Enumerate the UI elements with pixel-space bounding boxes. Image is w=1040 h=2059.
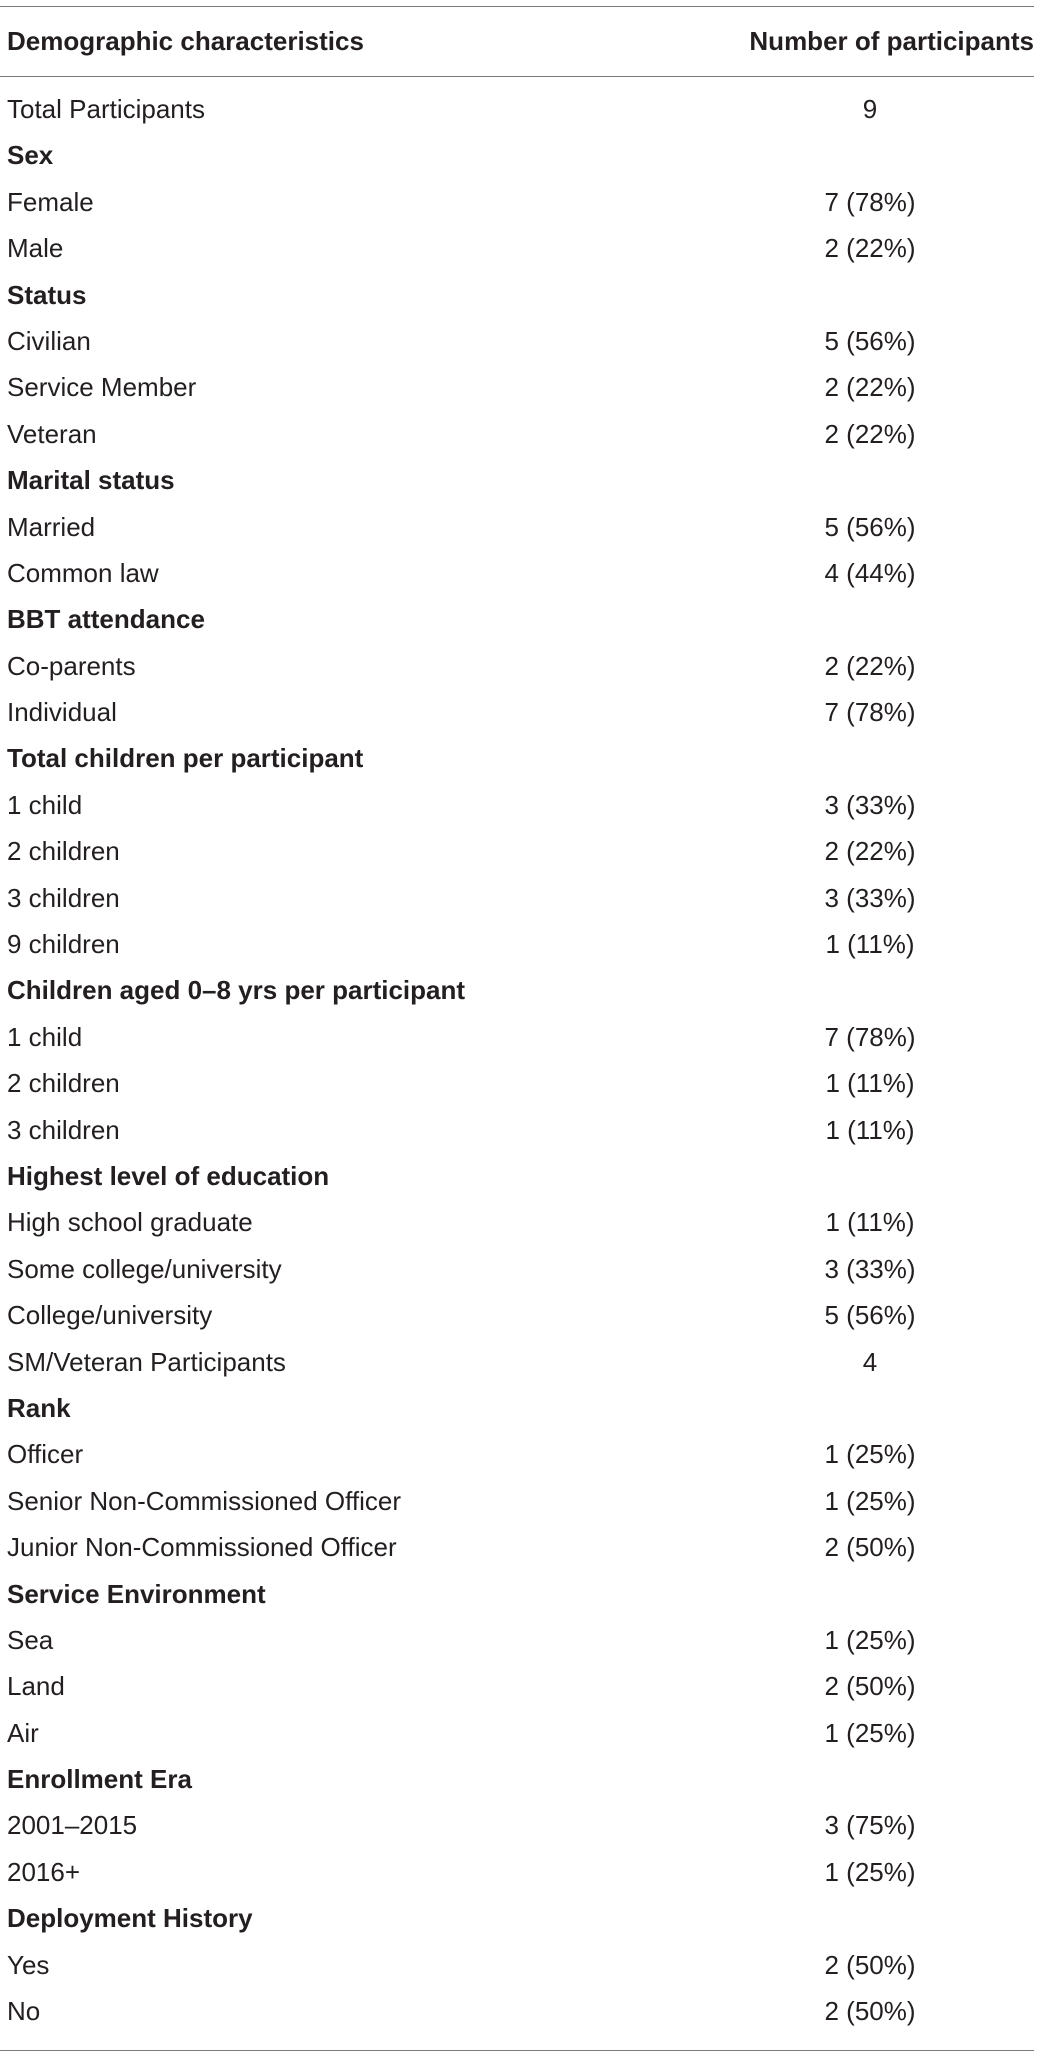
header-demographic-characteristics: Demographic characteristics	[7, 26, 364, 56]
row-value: 2 (22%)	[824, 418, 916, 449]
table-row	[0, 1619, 1034, 1665]
table-row	[0, 1248, 1034, 1294]
table-row	[0, 784, 1034, 830]
row-value: 7 (78%)	[824, 697, 916, 728]
row-label: Veteran	[7, 418, 97, 449]
row-label: Male	[7, 233, 64, 264]
row-value: 9	[862, 94, 878, 124]
table-row	[0, 1294, 1034, 1340]
section-header-row	[0, 1758, 1034, 1804]
row-value: 7 (78%)	[824, 186, 916, 217]
row-value: 2 (50%)	[824, 1671, 916, 1702]
row-value: 3 (33%)	[824, 882, 916, 913]
section-label: Children aged 0–8 yrs per participant	[7, 975, 466, 1006]
section-label: Deployment History	[7, 1903, 253, 1934]
row-value: 7 (78%)	[824, 1021, 916, 1052]
section-label: Marital status	[7, 465, 175, 496]
table-row	[0, 1804, 1034, 1850]
section-header-row	[0, 598, 1034, 644]
section-label: Highest level of education	[7, 1160, 330, 1191]
table-row	[0, 227, 1034, 273]
table-row	[0, 1433, 1034, 1479]
row-value: 1 (11%)	[825, 1068, 915, 1099]
row-label: Service Member	[7, 372, 197, 403]
table-row	[0, 506, 1034, 552]
table-row	[0, 1480, 1034, 1526]
section-label: Service Environment	[7, 1578, 266, 1609]
table-row	[0, 1062, 1034, 1108]
table-bottom-rule	[0, 2050, 1034, 2051]
row-label: Yes	[7, 1949, 50, 1980]
row-value: 1 (11%)	[825, 929, 915, 960]
row-value: 1 (25%)	[824, 1439, 916, 1470]
row-label: 1 child	[7, 1021, 83, 1052]
table-row	[0, 1526, 1034, 1572]
table-row	[0, 1341, 1034, 1387]
section-header-row	[0, 134, 1034, 180]
row-value: 5 (56%)	[824, 325, 916, 356]
row-label: High school graduate	[7, 1207, 253, 1238]
row-value: 1 (25%)	[824, 1856, 916, 1887]
row-value: 1 (25%)	[824, 1485, 916, 1516]
row-label: Senior Non-Commissioned Officer	[7, 1485, 401, 1516]
table-row	[0, 1016, 1034, 1062]
table-row	[0, 1201, 1034, 1247]
table-row	[0, 1712, 1034, 1758]
row-label: Married	[7, 511, 96, 542]
table-row	[0, 1944, 1034, 1990]
table-header-rule	[0, 76, 1034, 77]
row-label: SM/Veteran Participants	[7, 1346, 286, 1377]
row-label: 2001–2015	[7, 1810, 138, 1841]
row-label: Land	[7, 1671, 65, 1702]
row-value: 5 (56%)	[824, 511, 916, 542]
row-label: Civilian	[7, 325, 91, 356]
row-value: 2 (22%)	[824, 233, 916, 264]
row-value: 5 (56%)	[824, 1300, 916, 1331]
section-label: Enrollment Era	[7, 1764, 192, 1795]
header-number-of-participants: Number of participants	[749, 26, 1034, 56]
row-value: 2 (50%)	[824, 1996, 916, 2027]
row-value: 4	[862, 1346, 878, 1377]
section-header-row	[0, 737, 1034, 783]
row-value: 1 (25%)	[824, 1624, 916, 1655]
row-label: 3 children	[7, 882, 120, 913]
row-label: Female	[7, 186, 94, 217]
table-row	[0, 691, 1034, 737]
row-label: 1 child	[7, 789, 83, 820]
row-label: Some college/university	[7, 1253, 282, 1284]
row-value: 2 (50%)	[824, 1949, 916, 1980]
row-value: 2 (50%)	[824, 1532, 916, 1563]
row-label: Air	[7, 1717, 39, 1748]
table-row	[0, 413, 1034, 459]
table-row	[0, 1851, 1034, 1897]
row-value: 2 (22%)	[824, 836, 916, 867]
row-label: College/university	[7, 1300, 213, 1331]
row-value: 4 (44%)	[824, 557, 916, 588]
row-label: Individual	[7, 697, 117, 728]
table-body	[0, 88, 1034, 2036]
table-row	[0, 923, 1034, 969]
table-row	[0, 552, 1034, 598]
row-value: 3 (75%)	[824, 1810, 916, 1841]
section-label: BBT attendance	[7, 604, 205, 635]
section-label: Rank	[7, 1392, 71, 1423]
row-label: 3 children	[7, 1114, 120, 1145]
row-label: Co-parents	[7, 650, 136, 681]
row-label: Common law	[7, 557, 159, 588]
row-label: No	[7, 1996, 41, 2027]
section-header-row	[0, 459, 1034, 505]
table-row	[0, 877, 1034, 923]
row-label: Total Participants	[7, 94, 205, 124]
section-header-row	[0, 274, 1034, 320]
table-row	[0, 645, 1034, 691]
section-header-row	[0, 1897, 1034, 1943]
row-label: Junior Non-Commissioned Officer	[7, 1532, 397, 1563]
table-row	[0, 1665, 1034, 1711]
table-row	[0, 1109, 1034, 1155]
row-value: 1 (25%)	[824, 1717, 916, 1748]
table-row	[0, 88, 1034, 134]
row-label: 2 children	[7, 836, 120, 867]
row-label: Officer	[7, 1439, 84, 1470]
section-header-row	[0, 1155, 1034, 1201]
row-value: 3 (33%)	[824, 1253, 916, 1284]
row-value: 1 (11%)	[825, 1207, 915, 1238]
table-row	[0, 830, 1034, 876]
section-label: Status	[7, 279, 87, 310]
row-value: 1 (11%)	[825, 1114, 915, 1145]
section-header-row	[0, 1573, 1034, 1619]
section-header-row	[0, 969, 1034, 1015]
row-label: 2 children	[7, 1068, 120, 1099]
row-label: Sea	[7, 1624, 54, 1655]
table-row	[0, 1990, 1034, 2036]
section-label: Sex	[7, 140, 54, 171]
row-label: 9 children	[7, 929, 120, 960]
table-header	[0, 8, 1034, 79]
row-label: 2016+	[7, 1856, 81, 1887]
row-value: 2 (22%)	[824, 650, 916, 681]
table-row	[0, 366, 1034, 412]
section-header-row	[0, 1387, 1034, 1433]
table-top-rule	[0, 6, 1034, 7]
section-label: Total children per participant	[7, 743, 364, 774]
row-value: 3 (33%)	[824, 789, 916, 820]
table-row	[0, 320, 1034, 366]
table-row	[0, 181, 1034, 227]
row-value: 2 (22%)	[824, 372, 916, 403]
